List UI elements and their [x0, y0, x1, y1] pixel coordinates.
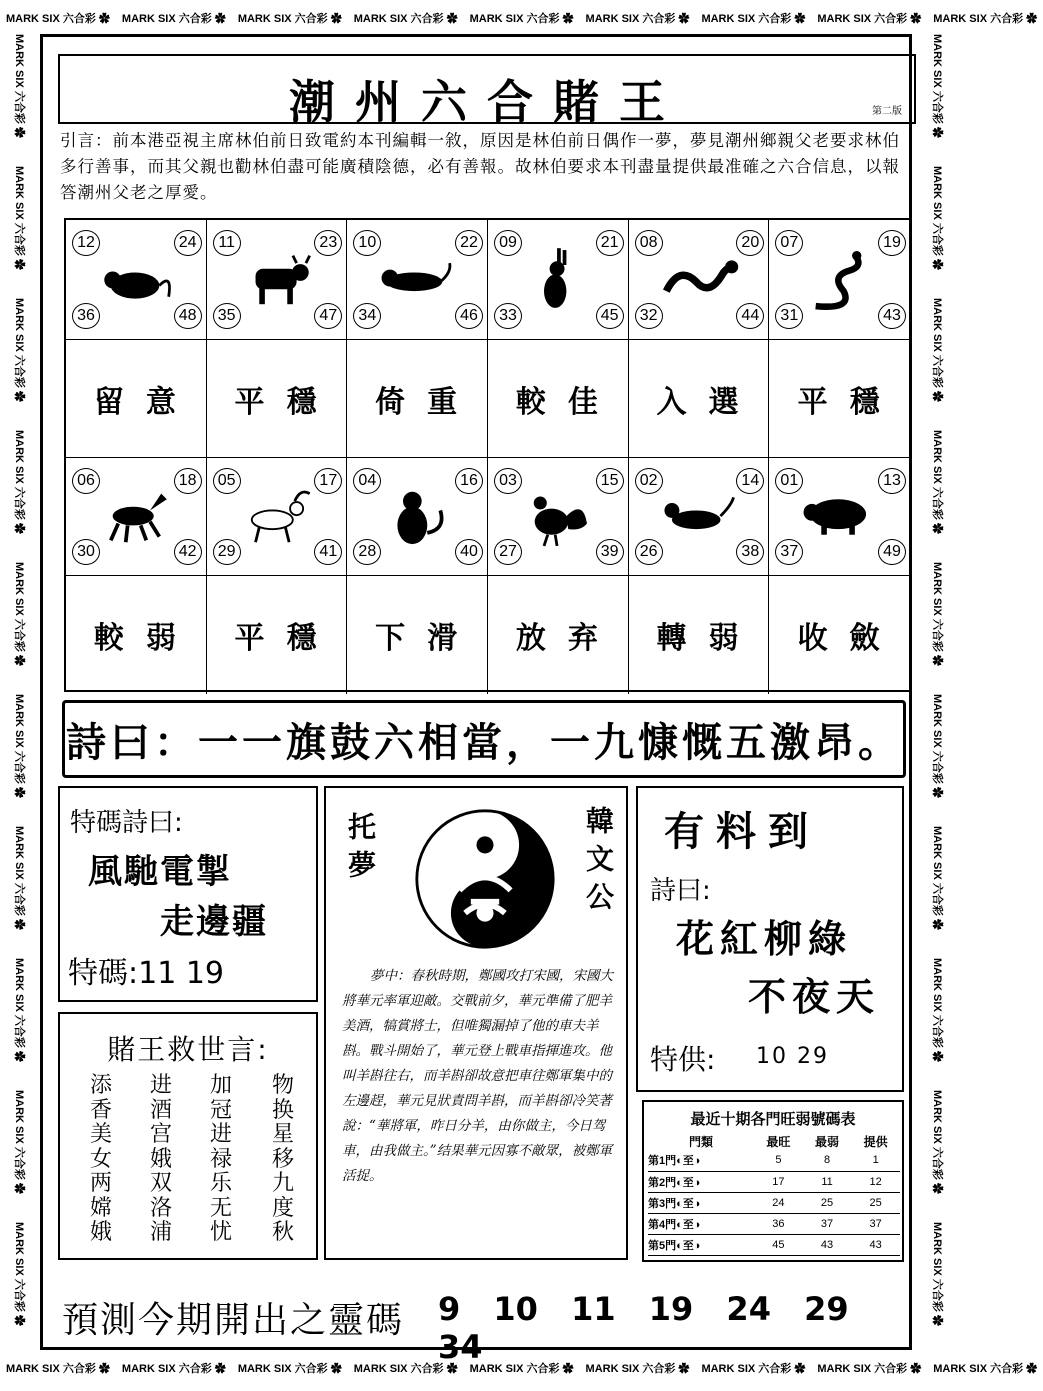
watermark-text: MARK SIX 六合彩 ✿: [353, 13, 458, 25]
number-ball: 45: [596, 303, 624, 329]
watermark-text: MARK SIX 六合彩 ✿: [931, 430, 943, 534]
monkey-icon: [375, 480, 459, 554]
stats-cell-gate: 第5門◐至◑: [648, 1234, 754, 1255]
number-ball: 44: [736, 303, 764, 329]
number-ball: 03: [494, 468, 522, 494]
zodiac-forecast-word: 平穩: [207, 576, 348, 694]
dragon-icon: [657, 242, 741, 316]
watermark-text: MARK SIX 六合彩 ✿: [933, 1363, 1038, 1375]
zodiac-forecast-word: 倚重: [347, 340, 488, 458]
number-ball: 37: [775, 539, 803, 565]
number-ball: 30: [72, 539, 100, 565]
verse-char: 进: [210, 1122, 233, 1147]
verse-char: 九: [272, 1171, 295, 1196]
supply-numbers: 10 29: [756, 1044, 829, 1069]
watermark-border-left: [0, 34, 40, 1350]
special-label: 特碼詩曰:: [70, 808, 183, 838]
tiger-icon: [375, 242, 459, 316]
zodiac-forecast-word: 放弃: [488, 576, 629, 694]
number-ball: 26: [635, 539, 663, 565]
watermark-text: MARK SIX 六合彩 ✿: [13, 1090, 25, 1194]
watermark-text: MARK SIX 六合彩 ✿: [6, 13, 110, 25]
stats-table-box: [642, 1100, 904, 1262]
verse-char: 秋: [272, 1220, 295, 1245]
number-ball: 36: [72, 303, 100, 329]
zodiac-cell: [207, 220, 348, 340]
number-ball: 28: [353, 539, 381, 565]
verse-column: [272, 1074, 294, 1246]
number-ball: 41: [314, 539, 342, 565]
number-ball: 33: [494, 303, 522, 329]
watermark-text: MARK SIX 六合彩 ✿: [13, 694, 25, 798]
zodiac-forecast-word: 較佳: [488, 340, 629, 458]
rooster-icon: [516, 480, 600, 554]
zodiac-forecast-word: 轉弱: [629, 576, 770, 694]
number-ball: 38: [736, 539, 764, 565]
special-poem-line1: 風馳電掣: [88, 852, 232, 892]
number-ball: 05: [213, 468, 241, 494]
stats-cell-offer: 1: [851, 1150, 900, 1171]
info-poem-line1: 花紅柳綠: [676, 916, 853, 961]
number-ball: 23: [314, 230, 342, 256]
watermark-text: MARK SIX 六合彩 ✿: [121, 13, 226, 25]
info-poem-line2: 不夜天: [748, 974, 881, 1019]
rat-icon: [94, 242, 178, 316]
number-ball: 12: [72, 230, 100, 256]
watermark-text: MARK SIX 六合彩 ✿: [585, 1363, 690, 1375]
info-poem-label: 詩曰:: [650, 876, 711, 906]
watermark-text: MARK SIX 六合彩 ✿: [353, 1363, 458, 1375]
verse-char: 娥: [90, 1220, 113, 1245]
watermark-text: MARK SIX 六合彩 ✿: [13, 34, 25, 138]
zodiac-cell: [347, 220, 488, 340]
supply-label: 特供:: [650, 1043, 716, 1076]
zodiac-cell: [207, 458, 348, 576]
watermark-text: MARK SIX 六合彩 ✿: [13, 562, 25, 666]
dream-right-label: 韓文公: [582, 806, 615, 920]
watermark-text: MARK SIX 六合彩 ✿: [701, 13, 806, 25]
zodiac-cell: [66, 220, 207, 340]
verse-char: 进: [150, 1073, 173, 1098]
watermark-text: MARK SIX 六合彩 ✿: [931, 1090, 943, 1194]
number-ball: 18: [174, 468, 202, 494]
watermark-text: MARK SIX 六合彩 ✿: [13, 430, 25, 534]
gambler-saying-box: [58, 1012, 318, 1260]
verse-char: 物: [272, 1073, 295, 1098]
stats-row: [648, 1192, 900, 1213]
info-box: [636, 786, 904, 1092]
verse-char: 洛: [150, 1195, 173, 1221]
zodiac-forecast-word: 留意: [66, 340, 207, 458]
watermark-text: MARK SIX 六合彩 ✿: [13, 298, 25, 402]
number-ball: 08: [635, 230, 663, 256]
special-numbers: 特碼:11 19: [68, 956, 224, 991]
verse-char: 美: [90, 1122, 113, 1147]
dream-left-label: 托夢: [344, 812, 377, 888]
ox-icon: [235, 242, 319, 316]
poem-banner: [62, 700, 906, 778]
stats-cell-max: 5: [754, 1150, 803, 1171]
watermark-text: MARK SIX 六合彩 ✿: [6, 1363, 110, 1375]
page-title: 潮州六合賭王: [289, 75, 685, 129]
stats-cell-min: 43: [803, 1234, 852, 1255]
number-ball: 09: [494, 230, 522, 256]
zodiac-cell: [629, 220, 770, 340]
number-ball: 19: [878, 230, 906, 256]
watermark-text: MARK SIX 六合彩 ✿: [13, 958, 25, 1062]
verse-char: 度: [272, 1195, 295, 1221]
verse-char: 双: [150, 1171, 173, 1196]
verse-char: 女: [90, 1146, 113, 1172]
number-ball: 14: [736, 468, 764, 494]
zodiac-cell: [769, 220, 910, 340]
watermark-text: MARK SIX 六合彩 ✿: [237, 13, 342, 25]
number-ball: 10: [353, 230, 381, 256]
stats-row: [648, 1150, 900, 1171]
watermark-text: MARK SIX 六合彩 ✿: [931, 958, 943, 1062]
number-ball: 16: [455, 468, 483, 494]
verse-char: 娥: [150, 1146, 173, 1172]
stats-table: [648, 1132, 900, 1256]
pig-icon: [797, 480, 881, 554]
verse-char: 宫: [150, 1122, 173, 1147]
number-ball: 17: [314, 468, 342, 494]
stats-row: [648, 1171, 900, 1192]
header: [58, 54, 916, 129]
stats-cell-max: 17: [754, 1171, 803, 1192]
stats-cell-gate: 第1門◐至◑: [648, 1150, 754, 1171]
prediction-numbers: 9 10 11 19 24 29 34: [438, 1290, 849, 1366]
number-ball: 01: [775, 468, 803, 494]
zodiac-cell: [347, 458, 488, 576]
verse-char: 移: [272, 1146, 295, 1172]
poem-text: 詩曰：一一旗鼓六相當，一九慷慨五激昂。: [66, 719, 902, 766]
number-ball: 22: [455, 230, 483, 256]
zodiac-forecast-word: 下滑: [347, 576, 488, 694]
stats-cell-gate: 第2門◐至◑: [648, 1171, 754, 1192]
dream-box: [324, 786, 628, 1260]
number-ball: 40: [455, 539, 483, 565]
number-ball: 39: [596, 539, 624, 565]
zodiac-cell: [488, 458, 629, 576]
zodiac-cell: [629, 458, 770, 576]
stats-cell-min: 37: [803, 1213, 852, 1234]
verse-char: 加: [210, 1073, 233, 1098]
verse-char: 无: [210, 1195, 233, 1221]
zodiac-cell: [488, 220, 629, 340]
number-ball: 32: [635, 303, 663, 329]
edition-label: 第二版: [872, 106, 902, 117]
number-ball: 46: [455, 303, 483, 329]
stats-header-cell: 門類: [689, 1134, 714, 1149]
special-code-box: [58, 786, 318, 1002]
number-ball: 27: [494, 539, 522, 565]
info-banner: 有料到: [664, 809, 820, 855]
stats-row: [648, 1213, 900, 1234]
number-ball: 15: [596, 468, 624, 494]
watermark-text: MARK SIX 六合彩 ✿: [237, 1363, 342, 1375]
zodiac-grid: [64, 218, 912, 692]
number-ball: 20: [736, 230, 764, 256]
prediction-label: 預測今期開出之靈碼: [62, 1300, 405, 1341]
stats-cell-min: 8: [803, 1150, 852, 1171]
stats-header-cell: 最弱: [815, 1134, 840, 1149]
number-ball: 06: [72, 468, 100, 494]
stats-cell-offer: 12: [851, 1171, 900, 1192]
stats-header-cell: 最旺: [766, 1134, 791, 1149]
stats-cell-max: 36: [754, 1213, 803, 1234]
watermark-text: MARK SIX 六合彩 ✿: [931, 826, 943, 930]
number-ball: 49: [878, 539, 906, 565]
stats-cell-offer: 43: [851, 1234, 900, 1255]
number-ball: 07: [775, 230, 803, 256]
verse-char: 乐: [210, 1171, 233, 1196]
number-ball: 35: [213, 303, 241, 329]
verse-char: 换: [272, 1097, 295, 1123]
stats-cell-offer: 25: [851, 1192, 900, 1213]
watermark-text: MARK SIX 六合彩 ✿: [931, 298, 943, 402]
verse-char: 忧: [210, 1220, 233, 1245]
watermark-text: MARK SIX 六合彩 ✿: [469, 13, 574, 25]
number-ball: 48: [174, 303, 202, 329]
number-ball: 02: [635, 468, 663, 494]
horse-icon: [94, 480, 178, 554]
number-ball: 13: [878, 468, 906, 494]
stats-cell-max: 45: [754, 1234, 803, 1255]
number-ball: 42: [174, 539, 202, 565]
number-ball: 34: [353, 303, 381, 329]
stats-cell-offer: 37: [851, 1213, 900, 1234]
watermark-text: MARK SIX 六合彩 ✿: [933, 13, 1038, 25]
watermark-text: MARK SIX 六合彩 ✿: [13, 1222, 25, 1326]
watermark-border-top: [0, 0, 1038, 34]
zodiac-cell: [66, 458, 207, 576]
watermark-text: MARK SIX 六合彩 ✿: [585, 13, 690, 25]
gambler-title: 賭王救世言:: [107, 1033, 269, 1066]
watermark-text: MARK SIX 六合彩 ✿: [931, 34, 943, 138]
verse-char: 星: [272, 1122, 295, 1147]
verse-column: [210, 1074, 232, 1246]
verse-column: [150, 1074, 172, 1246]
watermark-border-right: [912, 34, 962, 1350]
watermark-text: MARK SIX 六合彩 ✿: [817, 13, 922, 25]
zodiac-forecast-word: 平穩: [769, 340, 910, 458]
verse-char: 浦: [150, 1220, 173, 1245]
stats-cell-min: 11: [803, 1171, 852, 1192]
watermark-text: MARK SIX 六合彩 ✿: [13, 826, 25, 930]
number-ball: 21: [596, 230, 624, 256]
watermark-text: MARK SIX 六合彩 ✿: [13, 166, 25, 270]
zodiac-cell: [769, 458, 910, 576]
watermark-text: MARK SIX 六合彩 ✿: [121, 1363, 226, 1375]
zodiac-forecast-word: 平穩: [207, 340, 348, 458]
dog-icon: [657, 480, 741, 554]
watermark-text: MARK SIX 六合彩 ✿: [701, 1363, 806, 1375]
watermark-text: MARK SIX 六合彩 ✿: [469, 1363, 574, 1375]
intro-paragraph: 引言：前本港亞視主席林伯前日致電約本刊編輯一敘，原因是林伯前日偶作一夢，夢見潮州鄉親父老要求林伯多行善事，而其父親也勸林伯盡可能廣積陰德，必有善報。故林伯要求本刊盡量提供最准確之六合信息，以報答潮州父老之厚愛。: [60, 131, 900, 202]
zodiac-forecast-word: 入選: [629, 340, 770, 458]
verse-char: 嫦: [90, 1195, 113, 1221]
watermark-text: MARK SIX 六合彩 ✿: [817, 1363, 922, 1375]
stats-header-cell: 提供: [863, 1134, 888, 1149]
stats-cell-gate: 第3門◐至◑: [648, 1192, 754, 1213]
yin-yang-icon: [414, 808, 556, 950]
zodiac-forecast-word: 收斂: [797, 621, 902, 656]
number-ball: 31: [775, 303, 803, 329]
number-ball: 29: [213, 539, 241, 565]
number-ball: 47: [314, 303, 342, 329]
goat-icon: [235, 480, 319, 554]
watermark-text: MARK SIX 六合彩 ✿: [931, 1222, 943, 1326]
snake-icon: [797, 242, 881, 316]
watermark-text: MARK SIX 六合彩 ✿: [931, 694, 943, 798]
prediction-row: [58, 1288, 908, 1366]
verse-char: 冠: [210, 1097, 233, 1123]
watermark-text: MARK SIX 六合彩 ✿: [931, 562, 943, 666]
stats-cell-max: 24: [754, 1192, 803, 1213]
zodiac-forecast-word: 較弱: [66, 576, 207, 694]
rabbit-icon: [516, 242, 600, 316]
stats-cell-gate: 第4門◐至◑: [648, 1213, 754, 1234]
verse-char: 添: [90, 1073, 113, 1098]
verse-char: 两: [90, 1171, 113, 1196]
verse-column: [90, 1074, 112, 1246]
special-poem-line2: 走邊疆: [160, 902, 268, 942]
stats-cell-min: 25: [803, 1192, 852, 1213]
verse-char: 香: [90, 1097, 113, 1123]
number-ball: 04: [353, 468, 381, 494]
number-ball: 11: [213, 230, 241, 256]
dream-story: 夢中：春秋時期，鄭國攻打宋國，宋國大將華元率軍迎敵。交戰前夕，華元準備了肥羊美酒，犒賞將士，但唯獨漏掉了他的車夫羊斟。戰斗開始了，華元登上戰車指揮進攻。他叫羊斟往右，而羊斟卻故意把車往鄭軍集中的左邊趕，華元見狀責問羊斟，而羊斟卻冷笑著說：“華將軍，昨日分羊，由你做主，今日驾車，由我做主。”结果華元因寡不敵眾，被鄭軍活捉。: [342, 968, 613, 1184]
number-ball: 43: [878, 303, 906, 329]
watermark-text: MARK SIX 六合彩 ✿: [931, 166, 943, 270]
verse-char: 禄: [210, 1146, 233, 1172]
stats-title: 最近十期各門旺弱號碼表: [690, 1110, 856, 1128]
verse-char: 酒: [150, 1097, 173, 1123]
stats-row: [648, 1234, 900, 1255]
number-ball: 24: [174, 230, 202, 256]
